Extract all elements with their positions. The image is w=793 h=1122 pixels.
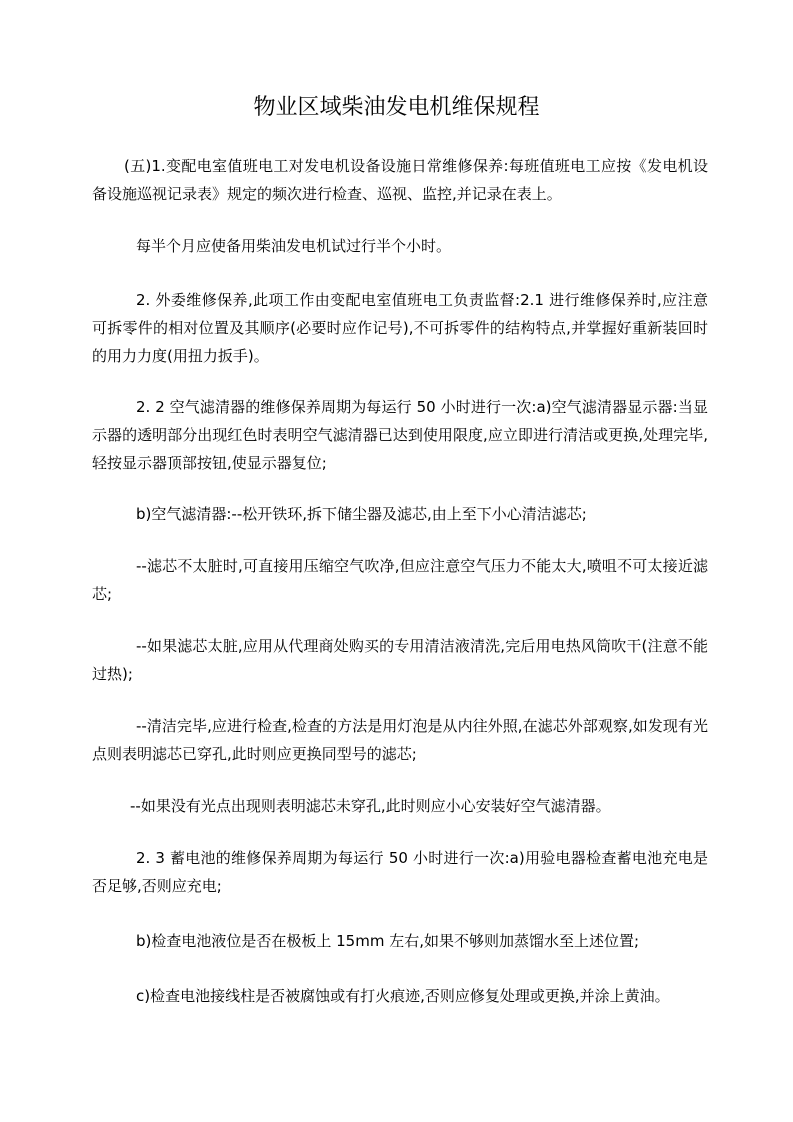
document-title: 物业区域柴油发电机维保规程 <box>253 95 540 120</box>
paragraph-battery-electrolyte: b)检查电池液位是否在极板上 15mm 左右,如果不够则加蒸馏水至上述位置; <box>136 932 640 950</box>
paragraph-filter-inspection: --清洁完毕,应进行检查,检查的方法是用灯泡是从内往外照,在滤芯外部观察,如发现有光点则表明滤芯已穿孔,此时则应更换同型号的滤芯; <box>92 717 708 763</box>
paragraph-battery-terminals: c)检查电池接线柱是否被腐蚀或有打火痕迹,否则应修复处理或更换,并涂上黄油。 <box>136 987 670 1005</box>
paragraph-filter-compressed-air: --滤芯不太脏时,可直接用压缩空气吹净,但应注意空气压力不能太大,喷咀不可太接近滤芯; <box>92 557 708 603</box>
paragraph-outsourced-maintenance: 2. 外委维修保养,此项工作由变配电室值班电工负责监督:2.1 进行维修保养时,应注意可拆零件的相对位置及其顺序(必要时应作记号),不可拆零件的结构特点,并掌握好重新装回时的用力力度(用扭力扳手)。 <box>92 291 708 365</box>
paragraph-battery-cycle: 2. 3 蓄电池的维修保养周期为每运行 50 小时进行一次:a)用验电器检查蓄电池充电是否足够,否则应充电; <box>92 849 708 895</box>
paragraph-biweekly-test: 每半个月应使备用柴油发电机试过行半个小时。 <box>136 237 452 255</box>
paragraph-daily-maintenance: (五)1.变配电室值班电工对发电机设备设施日常维修保养:每班值班电工应按《发电机设备设施巡视记录表》规定的频次进行检查、巡视、监控,并记录在表上。 <box>92 157 708 203</box>
paragraph-air-filter-remove: b)空气滤清器:--松开铁环,拆下储尘器及滤芯,由上至下小心清洁滤芯; <box>136 505 587 523</box>
paragraph-filter-reinstall: --如果没有光点出现则表明滤芯未穿孔,此时则应小心安装好空气滤清器。 <box>130 797 611 815</box>
paragraph-filter-cleaning-liquid: --如果滤芯太脏,应用从代理商处购买的专用清洁液清洗,完后用电热风筒吹干(注意不能过热); <box>92 637 708 683</box>
paragraph-air-filter-cycle: 2. 2 空气滤清器的维修保养周期为每运行 50 小时进行一次:a)空气滤清器显示器:当显示器的透明部分出现红色时表明空气滤清器已达到使用限度,应立即进行清洁或更换,处理完毕,轻按显示器顶部按钮,使显示器复位; <box>92 398 708 472</box>
